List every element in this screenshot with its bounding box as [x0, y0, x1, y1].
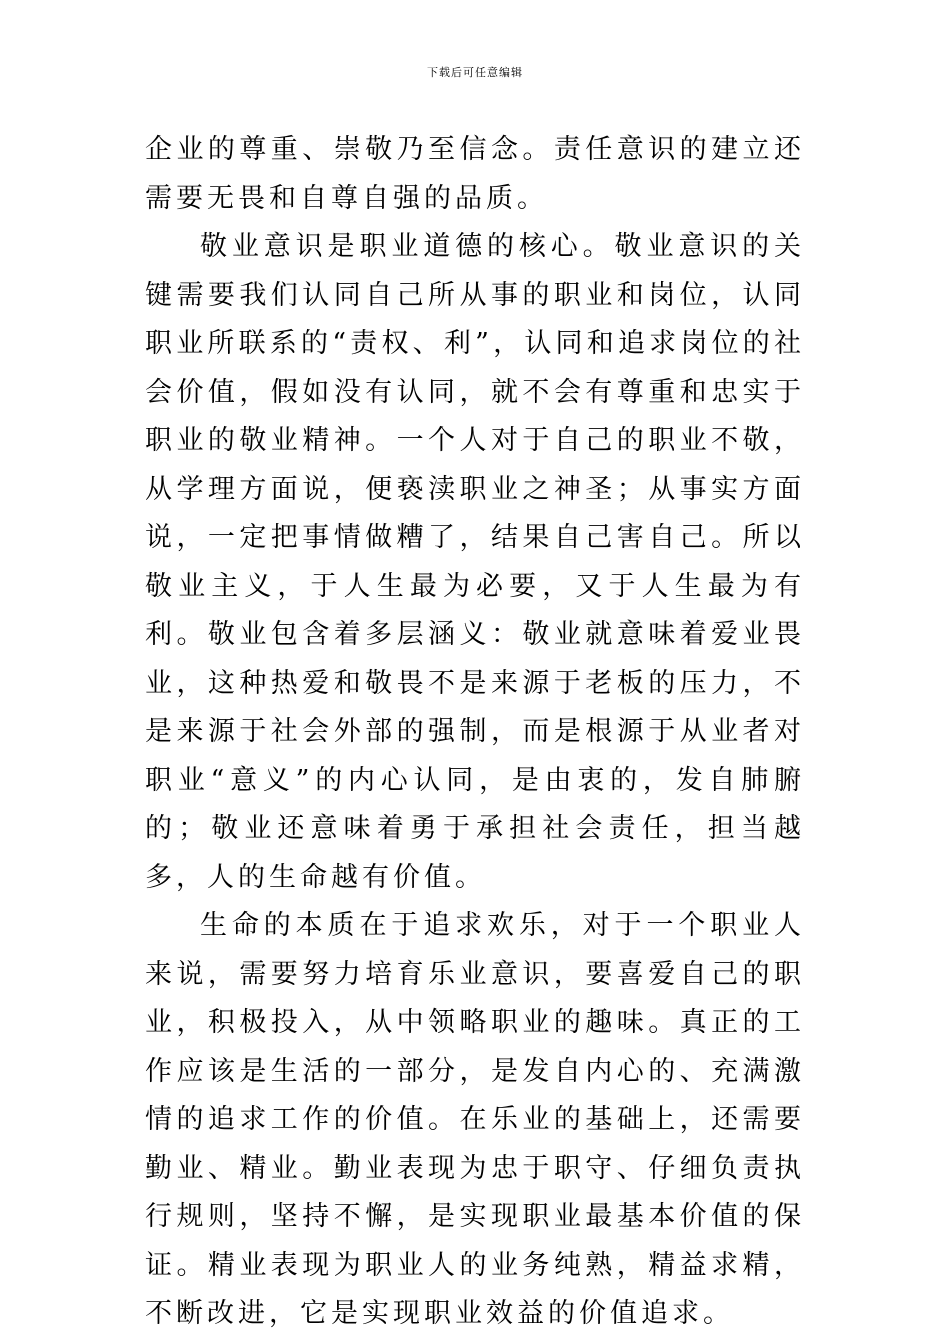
paragraph-responsibility-continued: 企业的尊重、崇敬乃至信念。责任意识的建立还需要无畏和自尊自强的品质。 — [145, 134, 805, 214]
paragraph-enjoyment: 生命的本质在于追求欢乐，对于一个职业人来说，需要努力培育乐业意识，要喜爱自己的职业，积极投入，从中领略职业的趣味。真正的工作应该是生活的一部分，是发自内心的、充满激情的追求工作的价值。在乐业的基础上，还需要勤业、精业。勤业表现为忠于职守、仔细负责执行规则，坚持不懈，是实现职业最基本价值的保证。精业表现为职业人的业务纯熟，精益求精，不断改进，它是实现职业效益的价值追求。 — [145, 910, 805, 1329]
paragraph-dedication: 敬业意识是职业道德的核心。敬业意识的关键需要我们认同自己所从事的职业和岗位，认同职业所联系的“责权、利”，认同和追求岗位的社会价值，假如没有认同，就不会有尊重和忠实于职业的敬业精神。一个人对于自己的职业不敬，从学理方面说，便亵渎职业之神圣；从事实方面说，一定把事情做糟了，结果自己害自己。所以敬业主义，于人生最为必要，又于人生最为有利。敬业包含着多层涵义：敬业就意味着爱业畏业，这种热爱和敬畏不是来源于老板的压力，不是来源于社会外部的强制，而是根源于从业者对职业“意义”的内心认同，是由衷的，发自肺腑的；敬业还意味着勇于承担社会责任，担当越多，人的生命越有价值。 — [145, 231, 805, 893]
document-body — [145, 126, 805, 1339]
page-header: 下载后可任意编辑 — [427, 66, 523, 79]
